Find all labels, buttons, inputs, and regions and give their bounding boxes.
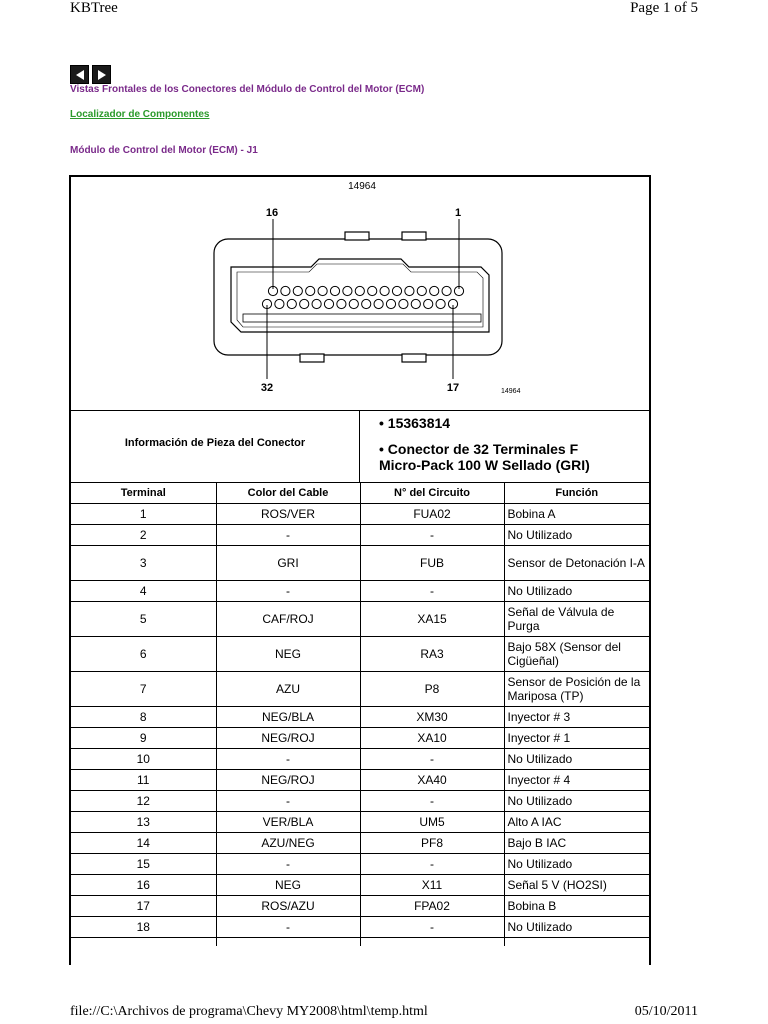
- connector-pin: [411, 299, 420, 308]
- function-cell: No Utilizado: [504, 791, 649, 812]
- function-cell: Sensor de Posición de la Mariposa (TP): [504, 672, 649, 707]
- wire-color-cell: AZU/NEG: [216, 833, 360, 854]
- table-row: [71, 812, 649, 833]
- pin-label-1: 1: [454, 207, 462, 219]
- component-locator-link[interactable]: Localizador de Componentes: [70, 109, 210, 120]
- connector-pin: [386, 299, 395, 308]
- table-row: [71, 875, 649, 896]
- connector-pin: [275, 299, 284, 308]
- table-row: [71, 637, 649, 672]
- table-row: [71, 770, 649, 791]
- table-header-row: [71, 483, 649, 504]
- connector-pin: [324, 299, 333, 308]
- terminal-cell: 16: [71, 875, 216, 896]
- terminal-cell: 15: [71, 854, 216, 875]
- table-row: [71, 707, 649, 728]
- connector-drawing: [71, 177, 649, 410]
- terminal-cell: 17: [71, 896, 216, 917]
- function-cell: Inyector # 3: [504, 707, 649, 728]
- triangle-right-icon: [96, 69, 108, 81]
- circuit-cell: RA3: [360, 637, 504, 672]
- terminal-cell: 12: [71, 791, 216, 812]
- function-cell: Bajo 58X (Sensor del Cigüeñal): [504, 637, 649, 672]
- circuit-cell: XA15: [360, 602, 504, 637]
- connector-pin: [312, 299, 321, 308]
- prev-button[interactable]: [70, 65, 89, 84]
- function-cell: Inyector # 1: [504, 728, 649, 749]
- function-cell: No Utilizado: [504, 854, 649, 875]
- wire-color-cell: VER/BLA: [216, 812, 360, 833]
- connector-pin: [306, 286, 315, 295]
- terminal-cell: 8: [71, 707, 216, 728]
- document-title: Vistas Frontales de los Conectores del Módulo de Control del Motor (ECM): [70, 84, 425, 95]
- connector-pin: [293, 286, 302, 295]
- pin-label-17: 17: [446, 382, 460, 394]
- connector-pin: [349, 299, 358, 308]
- circuit-cell: UM5: [360, 812, 504, 833]
- table-row: [71, 728, 649, 749]
- terminal-table: [71, 482, 649, 946]
- table-row: [71, 602, 649, 637]
- function-cell: Bobina B: [504, 896, 649, 917]
- function-cell: No Utilizado: [504, 917, 649, 938]
- connector-pin: [330, 286, 339, 295]
- circuit-cell: XA40: [360, 770, 504, 791]
- file-path: file://C:\Archivos de programa\Chevy MY2008\html\temp.html: [70, 1004, 428, 1019]
- wire-color-cell: -: [216, 854, 360, 875]
- table-row: [71, 917, 649, 938]
- print-date: 05/10/2011: [634, 1004, 698, 1019]
- circuit-cell: -: [360, 854, 504, 875]
- wire-color-cell: NEG/BLA: [216, 707, 360, 728]
- connector-pin: [368, 286, 377, 295]
- connector-diagram: [71, 177, 649, 410]
- wire-color-cell: NEG/ROJ: [216, 728, 360, 749]
- column-header: Función: [504, 483, 649, 504]
- connector-pin: [417, 286, 426, 295]
- table-row: [71, 546, 649, 581]
- wire-color-cell: -: [216, 791, 360, 812]
- terminal-cell: 6: [71, 637, 216, 672]
- connector-pin: [424, 299, 433, 308]
- table-row: [71, 896, 649, 917]
- function-cell: Bajo B IAC: [504, 833, 649, 854]
- next-button[interactable]: [92, 65, 111, 84]
- function-cell: Señal de Válvula de Purga: [504, 602, 649, 637]
- wire-color-cell: -: [216, 581, 360, 602]
- table-row: [71, 525, 649, 546]
- wire-color-cell: NEG: [216, 637, 360, 672]
- connector-info-row: [71, 410, 649, 483]
- connector-pin: [355, 286, 364, 295]
- connector-info-label: Información de Pieza del Conector: [71, 411, 360, 482]
- function-cell: Señal 5 V (HO2SI): [504, 875, 649, 896]
- circuit-cell: FUA02: [360, 504, 504, 525]
- table-row: [71, 581, 649, 602]
- circuit-cell: -: [360, 525, 504, 546]
- table-row: [71, 854, 649, 875]
- column-header: Color del Cable: [216, 483, 360, 504]
- circuit-cell: FUB: [360, 546, 504, 581]
- connector-pin: [392, 286, 401, 295]
- terminal-cell: 2: [71, 525, 216, 546]
- figure-id-top: 14964: [348, 181, 376, 192]
- circuit-cell: -: [360, 749, 504, 770]
- table-row: [71, 749, 649, 770]
- function-cell: Alto A IAC: [504, 812, 649, 833]
- function-cell: No Utilizado: [504, 749, 649, 770]
- wire-color-cell: NEG/ROJ: [216, 770, 360, 791]
- terminal-cell: 5: [71, 602, 216, 637]
- connector-info-details: [379, 415, 590, 473]
- terminal-cell: 11: [71, 770, 216, 791]
- circuit-cell: -: [360, 581, 504, 602]
- figure-id-corner: 14964: [501, 388, 521, 395]
- table-row: [71, 833, 649, 854]
- wire-color-cell: AZU: [216, 672, 360, 707]
- terminal-cell: 18: [71, 917, 216, 938]
- pin-label-32: 32: [260, 382, 274, 394]
- terminal-cell: 3: [71, 546, 216, 581]
- circuit-cell: XA10: [360, 728, 504, 749]
- wire-color-cell: NEG: [216, 875, 360, 896]
- connector-pin: [399, 299, 408, 308]
- function-cell: Bobina A: [504, 504, 649, 525]
- wire-color-cell: ROS/AZU: [216, 896, 360, 917]
- nav-arrows: [70, 65, 111, 84]
- connector-pin: [343, 286, 352, 295]
- table-row-partial: [71, 938, 649, 947]
- column-header: N° del Circuito: [360, 483, 504, 504]
- connector-pin: [430, 286, 439, 295]
- pin-label-16: 16: [265, 207, 279, 219]
- connector-pin: [436, 299, 445, 308]
- wire-color-cell: -: [216, 525, 360, 546]
- connector-pin: [281, 286, 290, 295]
- circuit-cell: -: [360, 791, 504, 812]
- function-cell: No Utilizado: [504, 525, 649, 546]
- connector-pin: [300, 299, 309, 308]
- circuit-cell: XM30: [360, 707, 504, 728]
- connector-frame: [69, 175, 651, 965]
- circuit-cell: X11: [360, 875, 504, 896]
- table-row: [71, 791, 649, 812]
- wire-color-cell: ROS/VER: [216, 504, 360, 525]
- circuit-cell: -: [360, 917, 504, 938]
- section-title: Módulo de Control del Motor (ECM) - J1: [70, 145, 258, 156]
- column-header: Terminal: [71, 483, 216, 504]
- connector-pin: [318, 286, 327, 295]
- terminal-cell: 9: [71, 728, 216, 749]
- connector-pin: [287, 299, 296, 308]
- part-number: • 15363814: [379, 415, 451, 431]
- wire-color-cell: -: [216, 749, 360, 770]
- connector-pin: [442, 286, 451, 295]
- connector-description-1: • Conector de 32 Terminales F: [379, 441, 579, 457]
- function-cell: Sensor de Detonación I-A: [504, 546, 649, 581]
- app-title: KBTree: [70, 0, 118, 16]
- circuit-cell: FPA02: [360, 896, 504, 917]
- terminal-cell: 10: [71, 749, 216, 770]
- table-row: [71, 504, 649, 525]
- terminal-cell: 1: [71, 504, 216, 525]
- connector-description-2: Micro-Pack 100 W Sellado (GRI): [379, 457, 590, 473]
- page-indicator: Page 1 of 5: [630, 0, 698, 16]
- terminal-cell: 14: [71, 833, 216, 854]
- wire-color-cell: CAF/ROJ: [216, 602, 360, 637]
- wire-color-cell: GRI: [216, 546, 360, 581]
- terminal-cell: 7: [71, 672, 216, 707]
- connector-pin: [374, 299, 383, 308]
- circuit-cell: P8: [360, 672, 504, 707]
- terminal-cell: 4: [71, 581, 216, 602]
- function-cell: No Utilizado: [504, 581, 649, 602]
- connector-pin: [380, 286, 389, 295]
- connector-pin: [362, 299, 371, 308]
- wire-color-cell: -: [216, 917, 360, 938]
- table-row: [71, 672, 649, 707]
- triangle-left-icon: [74, 69, 86, 81]
- connector-pin: [337, 299, 346, 308]
- function-cell: Inyector # 4: [504, 770, 649, 791]
- terminal-cell: 13: [71, 812, 216, 833]
- circuit-cell: PF8: [360, 833, 504, 854]
- connector-pin: [405, 286, 414, 295]
